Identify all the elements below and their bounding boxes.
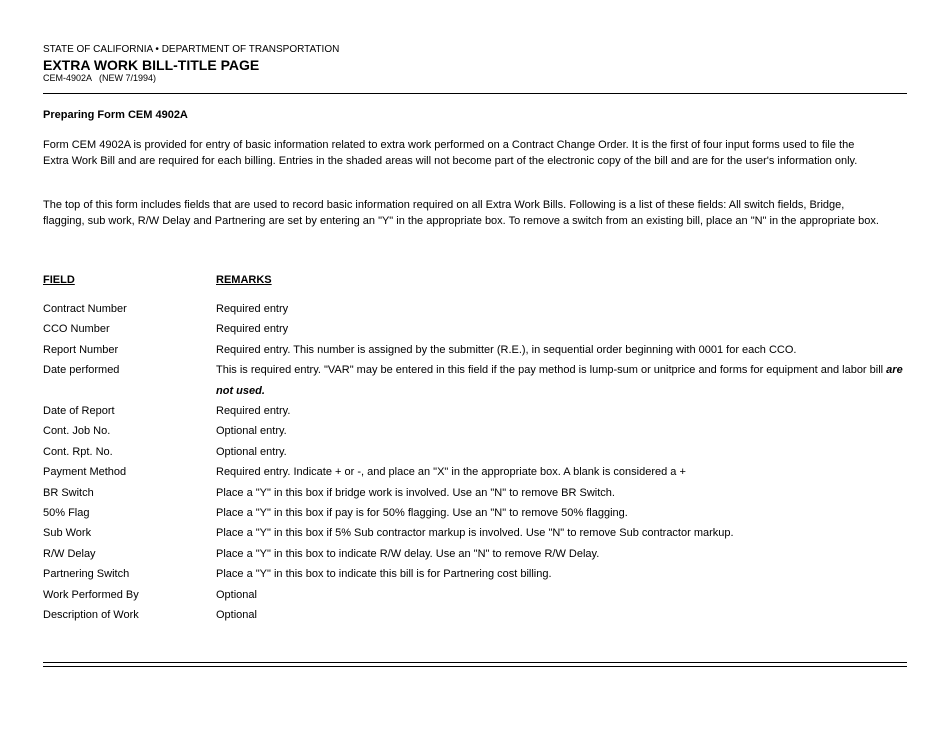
field-remark: Required entry.: [216, 405, 291, 418]
field-name: 50% Flag: [43, 507, 90, 520]
page-title: EXTRA WORK BILL-TITLE PAGE: [43, 57, 260, 73]
footer-divider-bottom: [43, 666, 907, 667]
header-divider: [43, 93, 907, 94]
field-remark: Place a "Y" in this box if 5% Sub contractor markup is involved. Use "N" to remove Sub contractor markup.: [216, 527, 734, 540]
agency-name: STATE OF CALIFORNIA • DEPARTMENT OF TRANSPORTATION: [43, 44, 340, 55]
footer-divider-top: [43, 662, 907, 663]
field-remark-emphasis: are not used.: [216, 364, 903, 397]
field-name: Date of Report: [43, 405, 115, 418]
field-name: R/W Delay: [43, 547, 96, 560]
field-remark: Place a "Y" in this box if bridge work is involved. Use an "N" to remove BR Switch.: [216, 486, 615, 499]
intro-paragraph: Form CEM 4902A is provided for entry of basic information related to extra work performed on a Contract Change Order. It is the first of four input forms used to file the Extra Work Bill and are required for each billing. Entries in the shaded areas will not become part of the electronic copy of the bill and are for the user's information only.: [43, 139, 858, 167]
table-row: [43, 360, 903, 401]
field-remark: Optional entry.: [216, 445, 287, 458]
field-remark: Required entry. This number is assigned by the submitter (R.E.), in sequential order beginning with 0001 for each CCO.: [216, 343, 797, 356]
table-row: [43, 523, 903, 543]
field-remark: Optional: [216, 588, 257, 601]
field-name: Report Number: [43, 343, 119, 356]
table-row: [43, 442, 903, 462]
field-name: Cont. Rpt. No.: [43, 445, 113, 458]
table-row: [43, 585, 903, 605]
field-remark: Required entry: [216, 303, 289, 315]
field-name: Sub Work: [43, 527, 92, 540]
field-remark: Place a "Y" in this box to indicate this bill is for Partnering cost billing.: [216, 568, 552, 581]
section-heading: Preparing Form CEM 4902A: [43, 109, 188, 121]
table-row: [43, 340, 903, 360]
column-header-field: FIELD: [43, 274, 75, 286]
field-name: BR Switch: [43, 486, 94, 499]
field-remark: Required entry. Indicate + or -, and place an "X" in the appropriate box. A blank is considered a +: [216, 466, 686, 479]
field-remark: Optional: [216, 609, 257, 622]
table-row: [43, 483, 903, 503]
field-name: Partnering Switch: [43, 568, 130, 581]
table-row: [43, 462, 903, 482]
table-row: [43, 401, 903, 421]
field-table: [43, 299, 903, 626]
field-name: Description of Work: [43, 609, 139, 622]
table-row: [43, 544, 903, 564]
field-remark: Place a "Y" in this box to indicate R/W delay. Use an "N" to remove R/W Delay.: [216, 547, 600, 560]
form-id: CEM-4902A (NEW 7/1994): [43, 73, 157, 83]
field-name: CCO Number: [43, 323, 110, 336]
field-remark: Optional entry.: [216, 425, 287, 438]
table-row: [43, 503, 903, 523]
field-name: Cont. Job No.: [43, 425, 111, 438]
field-name: Work Performed By: [43, 588, 139, 601]
field-name: Date performed: [43, 364, 120, 377]
fields-paragraph: The top of this form includes fields that are used to record basic information required on all Extra Work Bills. Following is a list of these fields: All switch fields, Bridge, flagging, sub work, R/W Delay and Partnering are set by entering an "Y" in the appropriate box. To remove a switch from an existing bill, place an "N" in the appropriate box.: [43, 199, 879, 227]
column-header-remarks: REMARKS: [216, 274, 272, 286]
field-remark-text: This is required entry. "VAR" may be entered in this field if the pay method is lump-sum or unitprice and forms for equipment and labor bill: [216, 364, 887, 377]
field-name: Payment Method: [43, 466, 127, 479]
field-remark-multiline: [216, 360, 903, 401]
table-row: [43, 299, 903, 319]
table-row: [43, 564, 903, 584]
table-row: [43, 421, 903, 441]
field-name: Contract Number: [43, 303, 127, 315]
field-remark: Place a "Y" in this box if pay is for 50% flagging. Use an "N" to remove 50% flagging.: [216, 507, 628, 520]
table-row: [43, 605, 903, 625]
table-row: [43, 319, 903, 339]
field-remark: Required entry: [216, 323, 289, 336]
